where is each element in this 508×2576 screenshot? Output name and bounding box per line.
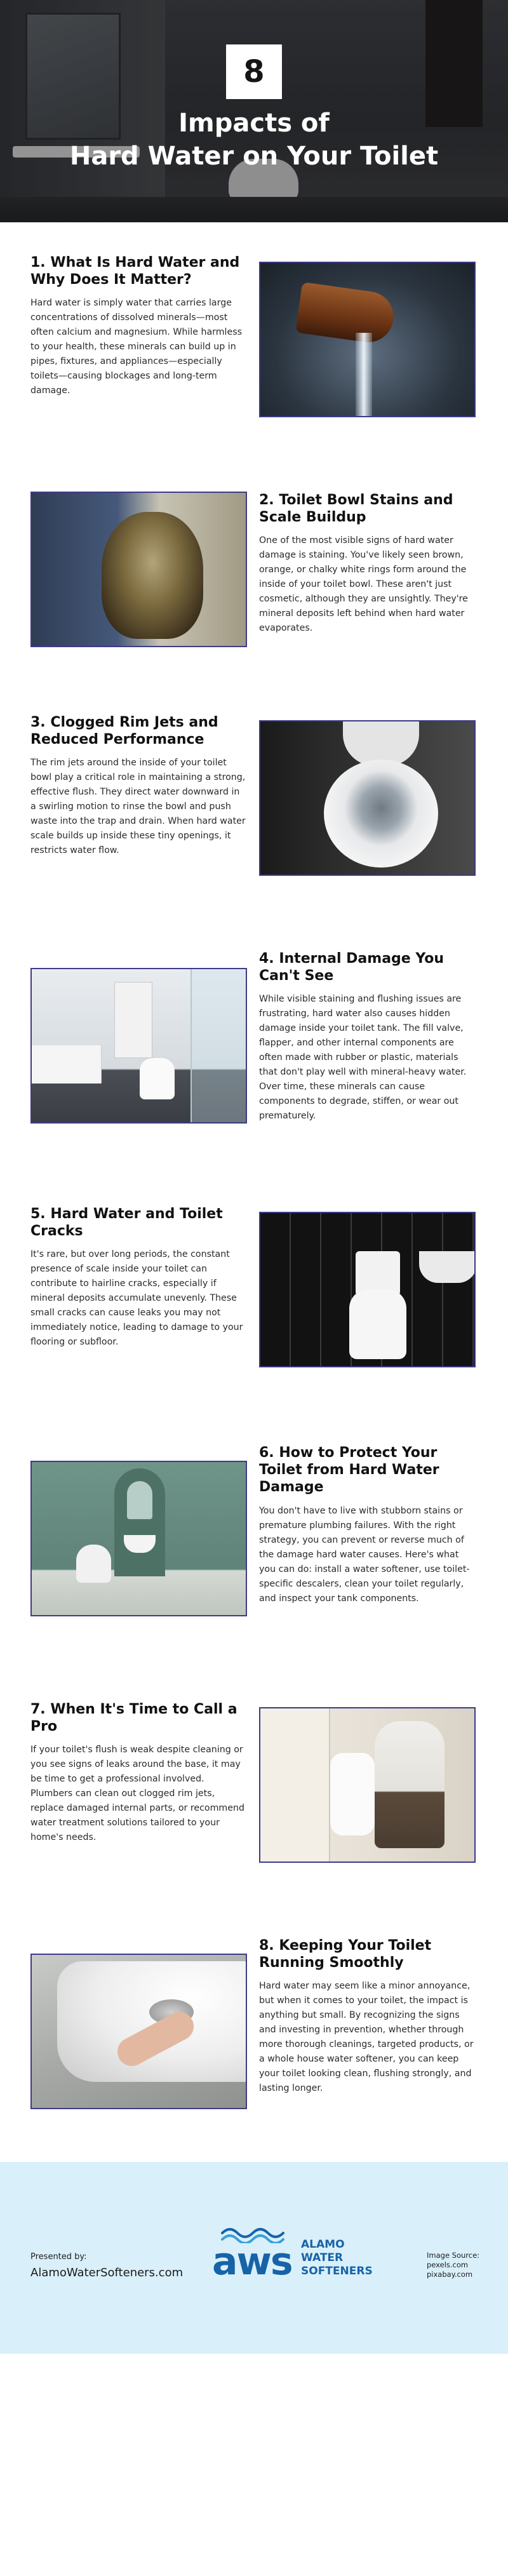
- section-1-body: Hard water is simply water that carries large concentrations of dissolved minerals—most often calcium and magnesium. While harmless to your health, these minerals can build up in pipes, fixtures, and appliances—especially toilets—causing blockages and long-term damage.: [30, 298, 243, 396]
- logo-line-2: WATER: [301, 2251, 344, 2264]
- section-1: [0, 222, 508, 476]
- section-2-body: One of the most visible signs of hard water damage is staining. You've likely seen brown, orange, or chalky white rings form around the inside of your toilet bowl. These aren't just cosmetic, although they are unsightly. They're mineral deposits left behind when hard water evaporates.: [259, 535, 468, 633]
- mirror-shape: [127, 1481, 152, 1519]
- section-3-title: 3. Clogged Rim Jets and Reduced Performance: [30, 714, 218, 748]
- section-8: [0, 1937, 508, 2162]
- header-title-line2: Hard Water on Your Toilet: [69, 142, 439, 171]
- logo-wordmark: [301, 2238, 373, 2278]
- image-source-block: [427, 2251, 479, 2279]
- section-3-body: The rim jets around the inside of your toilet bowl play a critical role in maintaining a strong, effective flush. They direct water downward in a swirling motion to rinse the bowl and push waste into the trap and drain. When hard water scale builds up inside these tiny openings, it restricts water flow.: [30, 758, 246, 855]
- image-source-1: pexels.com: [427, 2260, 469, 2269]
- company-logo: [212, 2224, 373, 2294]
- website-link[interactable]: AlamoWaterSofteners.com: [30, 2266, 184, 2279]
- toilet-shape: [76, 1545, 111, 1583]
- section-6-body: You don't have to live with stubborn stains or premature plumbing failures. With the right strategy, you can prevent or reverse much of the damage hard water causes. Here's what you can do: install a water softener, use toilet-specific descalers, clean your toilet regularly, and inspect your tank components.: [259, 1506, 470, 1604]
- image-source-label: Image Source:: [427, 2251, 480, 2260]
- green-bathroom-photo: [30, 1461, 247, 1616]
- washer-shape: [114, 982, 152, 1058]
- logo-mark: aws: [212, 2239, 292, 2284]
- logo-line-3: SOFTENERS: [301, 2265, 373, 2277]
- open-toilet-photo: [259, 720, 476, 876]
- section-1-title: 1. What Is Hard Water and Why Does It Matter?: [30, 255, 240, 288]
- section-3: [0, 705, 508, 959]
- section-6-title: 6. How to Protect Your Toilet from Hard Water Damage: [259, 1445, 439, 1495]
- section-6: [0, 1442, 508, 1696]
- plumber-photo: [259, 1707, 476, 1863]
- white-bathroom-photo: [30, 968, 247, 1124]
- footer: [0, 2162, 508, 2354]
- section-4-body: While visible staining and flushing issues are frustrating, hard water also causes hidden damage inside your toilet tank. The fill valve, flapper, and other internal components are often made with rubber or plastic, materials that don't play well with mineral-heavy water. Over time, these minerals can cause components to degrade, stiffen, or wear out prematurely.: [259, 994, 467, 1121]
- image-source-2: pixabay.com: [427, 2270, 473, 2279]
- stained-toilet-bowl-photo: [30, 492, 247, 647]
- black-tile-bathroom-photo: [259, 1212, 476, 1367]
- header-title-line1: Impacts of: [178, 109, 330, 138]
- sink-shape: [419, 1251, 476, 1283]
- section-8-body: Hard water may seem like a minor annoyance, but when it comes to your toilet, the impact is anything but small. By recognizing the signs and investing in prevention, whether through more thorough cleanings, targeted products, or a whole house water softener, you can keep your toilet looking clean, flushing strongly, and lasting longer.: [259, 1981, 474, 2093]
- toilet-shape: [140, 1058, 175, 1099]
- section-5-title: 5. Hard Water and Toilet Cracks: [30, 1206, 223, 1239]
- header-number-badge: 8: [226, 44, 282, 99]
- section-7: [0, 1696, 508, 1937]
- toilet-base-shape: [349, 1289, 406, 1359]
- section-5-body: It's rare, but over long periods, the constant presence of scale inside your toilet can contribute to hairline cracks, especially if mineral deposits accumulate unevenly. These small cracks can cause leaks you may not immediately notice, leading to damage to your flooring or subfloor.: [30, 1249, 243, 1347]
- section-5: [0, 1200, 508, 1442]
- section-4-title: 4. Internal Damage You Can't See: [259, 951, 444, 984]
- section-2: [0, 483, 508, 724]
- water-stream-shape: [356, 333, 372, 417]
- toilet-tank-shape: [57, 1961, 247, 2082]
- toilet-seat-shape: [324, 760, 438, 868]
- logo-line-1: ALAMO: [301, 2238, 345, 2251]
- section-7-title: 7. When It's Time to Call a Pro: [30, 1701, 237, 1734]
- rusty-pipe-shape: [295, 282, 397, 345]
- toilet-shape: [330, 1753, 375, 1835]
- plumber-figure-shape: [375, 1721, 444, 1848]
- rusty-faucet-photo: [259, 262, 476, 417]
- cabinet-shape: [260, 1708, 330, 1863]
- section-2-title: 2. Toilet Bowl Stains and Scale Buildup: [259, 492, 453, 525]
- stained-bowl-shape: [102, 512, 203, 639]
- section-4: [0, 946, 508, 1200]
- section-8-title: 8. Keeping Your Toilet Running Smoothly: [259, 1938, 432, 1971]
- hand-flushing-photo: [30, 1954, 247, 2109]
- section-7-body: If your toilet's flush is weak despite cleaning or you see signs of leaks around the base, it may be time to get a professional involved. Plumbers can clean out clogged rim jets, replace damaged internal parts, or recommend water treatment solutions tailored to your home's needs.: [30, 1745, 244, 1842]
- header-banner: [0, 0, 508, 222]
- shower-glass-shape: [190, 969, 247, 1124]
- vanity-cabinet-shape: [32, 1045, 102, 1083]
- presented-by-label: Presented by:: [30, 2252, 87, 2262]
